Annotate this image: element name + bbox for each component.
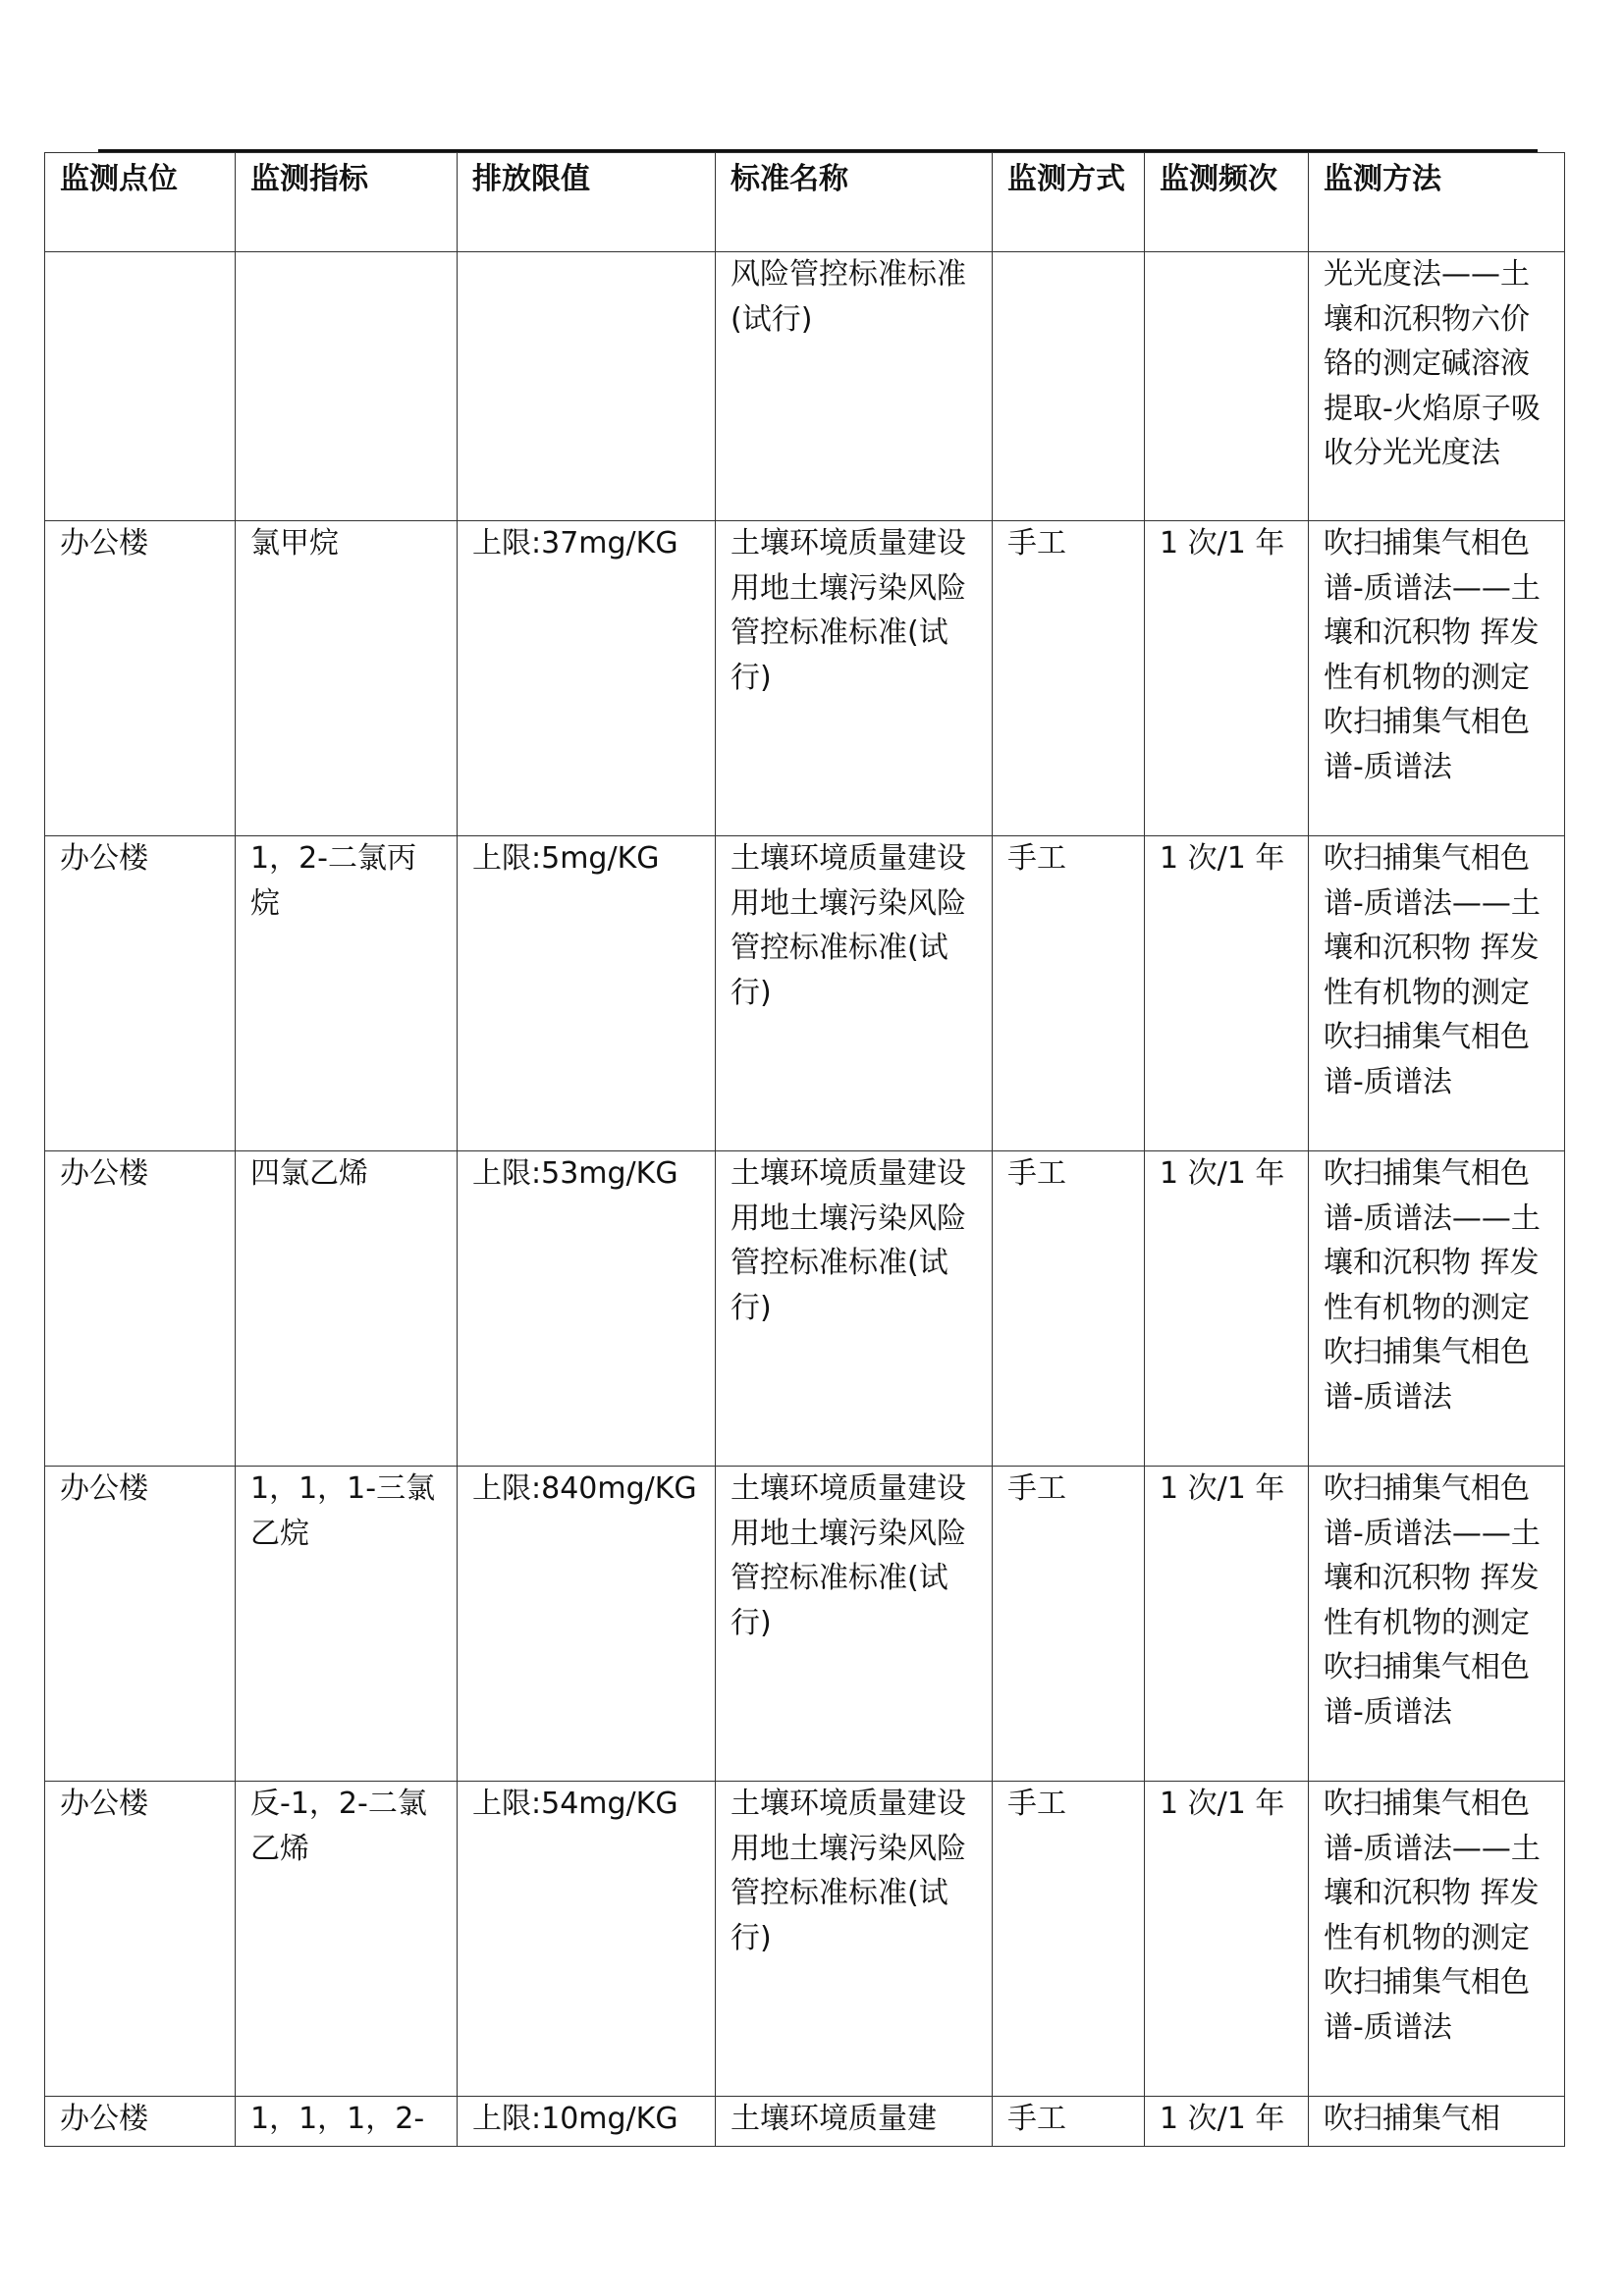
cell-standard: 风险管控标准标准(试行)	[716, 252, 993, 521]
cell-mode	[993, 252, 1145, 521]
cell-standard: 土壤环境质量建设用地土壤污染风险管控标准标准(试行)	[716, 521, 993, 836]
table-row	[45, 1151, 1565, 1467]
cell-indicator: 反-1，2-二氯乙烯	[236, 1782, 458, 2097]
table-row	[45, 836, 1565, 1151]
table-row	[45, 521, 1565, 836]
cell-standard: 土壤环境质量建设用地土壤污染风险管控标准标准(试行)	[716, 1782, 993, 2097]
cell-indicator: 氯甲烷	[236, 521, 458, 836]
cell-limit	[458, 252, 716, 521]
cell-frequency: 1 次/1 年	[1145, 521, 1309, 836]
cell-limit: 上限:37mg/KG	[458, 521, 716, 836]
header-monitoring-point: 监测点位	[45, 153, 236, 252]
cell-indicator: 1，1，1，2-	[236, 2097, 458, 2147]
header-monitoring-frequency: 监测频次	[1145, 153, 1309, 252]
cell-standard: 土壤环境质量建	[716, 2097, 993, 2147]
cell-point: 办公楼	[45, 836, 236, 1151]
cell-limit: 上限:10mg/KG	[458, 2097, 716, 2147]
header-monitoring-indicator: 监测指标	[236, 153, 458, 252]
cell-frequency: 1 次/1 年	[1145, 1151, 1309, 1467]
cell-mode: 手工	[993, 521, 1145, 836]
cell-limit: 上限:5mg/KG	[458, 836, 716, 1151]
cell-method: 吹扫捕集气相色谱-质谱法——土壤和沉积物 挥发性有机物的测定 吹扫捕集气相色谱-质谱法	[1309, 1151, 1565, 1467]
cell-point: 办公楼	[45, 1782, 236, 2097]
table-row	[45, 2097, 1565, 2147]
table-row	[45, 252, 1565, 521]
cell-method: 吹扫捕集气相色谱-质谱法——土壤和沉积物 挥发性有机物的测定 吹扫捕集气相色谱-质谱法	[1309, 1467, 1565, 1782]
cell-mode: 手工	[993, 836, 1145, 1151]
cell-mode: 手工	[993, 2097, 1145, 2147]
cell-limit: 上限:53mg/KG	[458, 1151, 716, 1467]
cell-indicator: 1，1，1-三氯乙烷	[236, 1467, 458, 1782]
header-standard-name: 标准名称	[716, 153, 993, 252]
cell-mode: 手工	[993, 1151, 1145, 1467]
cell-point: 办公楼	[45, 521, 236, 836]
cell-frequency: 1 次/1 年	[1145, 836, 1309, 1151]
cell-method: 吹扫捕集气相色谱-质谱法——土壤和沉积物 挥发性有机物的测定 吹扫捕集气相色谱-质谱法	[1309, 521, 1565, 836]
cell-method: 光光度法——土壤和沉积物六价铬的测定碱溶液提取-火焰原子吸收分光光度法	[1309, 252, 1565, 521]
cell-indicator	[236, 252, 458, 521]
table-row	[45, 1782, 1565, 2097]
table-row	[45, 1467, 1565, 1782]
cell-frequency: 1 次/1 年	[1145, 2097, 1309, 2147]
cell-standard: 土壤环境质量建设用地土壤污染风险管控标准标准(试行)	[716, 836, 993, 1151]
cell-method: 吹扫捕集气相	[1309, 2097, 1565, 2147]
header-monitoring-method: 监测方法	[1309, 153, 1565, 252]
cell-frequency: 1 次/1 年	[1145, 1467, 1309, 1782]
cell-frequency: 1 次/1 年	[1145, 1782, 1309, 2097]
header-emission-limit: 排放限值	[458, 153, 716, 252]
cell-mode: 手工	[993, 1782, 1145, 2097]
cell-method: 吹扫捕集气相色谱-质谱法——土壤和沉积物 挥发性有机物的测定 吹扫捕集气相色谱-质谱法	[1309, 1782, 1565, 2097]
cell-indicator: 1，2-二氯丙烷	[236, 836, 458, 1151]
cell-standard: 土壤环境质量建设用地土壤污染风险管控标准标准(试行)	[716, 1467, 993, 1782]
cell-standard: 土壤环境质量建设用地土壤污染风险管控标准标准(试行)	[716, 1151, 993, 1467]
cell-limit: 上限:54mg/KG	[458, 1782, 716, 2097]
cell-point	[45, 252, 236, 521]
table-header-row	[45, 153, 1565, 252]
cell-limit: 上限:840mg/KG	[458, 1467, 716, 1782]
cell-point: 办公楼	[45, 1467, 236, 1782]
monitoring-table	[44, 152, 1565, 2147]
cell-method: 吹扫捕集气相色谱-质谱法——土壤和沉积物 挥发性有机物的测定 吹扫捕集气相色谱-质谱法	[1309, 836, 1565, 1151]
cell-indicator: 四氯乙烯	[236, 1151, 458, 1467]
cell-point: 办公楼	[45, 2097, 236, 2147]
cell-mode: 手工	[993, 1467, 1145, 1782]
header-monitoring-mode: 监测方式	[993, 153, 1145, 252]
cell-point: 办公楼	[45, 1151, 236, 1467]
cell-frequency	[1145, 252, 1309, 521]
